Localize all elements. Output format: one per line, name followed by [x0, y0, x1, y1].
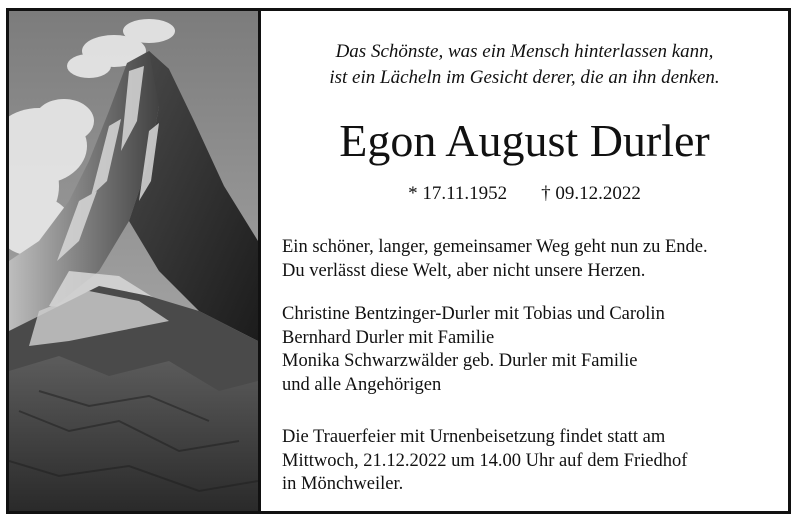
mountain-photo	[9, 11, 261, 511]
mountain-peak-image	[9, 11, 258, 511]
farewell-line: Du verlässt diese Welt, aber nicht unsere Herzen.	[282, 260, 646, 281]
quote-line: Das Schönste, was ein Mensch hinterlassen kann,	[335, 41, 714, 62]
notice-text	[261, 11, 788, 511]
birth-date: * 17.11.1952	[408, 183, 508, 204]
death-date: † 09.12.2022	[541, 183, 641, 204]
service-line: Die Trauerfeier mit Urnenbeisetzung findet statt am	[282, 427, 666, 447]
service-line: Mittwoch, 21.12.2022 um 14.00 Uhr auf dem Friedhof	[282, 450, 688, 471]
quote-line: ist ein Lächeln im Gesicht derer, die an ihn denken.	[329, 67, 720, 88]
memorial-quote	[261, 39, 788, 91]
farewell-line: Ein schöner, langer, gemeinsamer Weg geht nun zu Ende.	[282, 237, 708, 257]
funeral-service-info	[282, 426, 778, 497]
service-line: in Mönchweiler.	[282, 474, 404, 494]
mourner-line: Bernhard Durler mit Familie	[282, 327, 495, 348]
life-dates	[261, 181, 788, 207]
obituary-notice	[6, 8, 791, 514]
mourner-line: Christine Bentzinger-Durler mit Tobias und Carolin	[282, 304, 665, 324]
mourner-line: Monika Schwarzwälder geb. Durler mit Familie	[282, 351, 638, 371]
deceased-name: Egon August Durler	[339, 115, 710, 166]
mourners-list	[282, 303, 778, 397]
farewell-message	[282, 236, 778, 283]
mourner-line: und alle Angehörigen	[282, 374, 442, 395]
